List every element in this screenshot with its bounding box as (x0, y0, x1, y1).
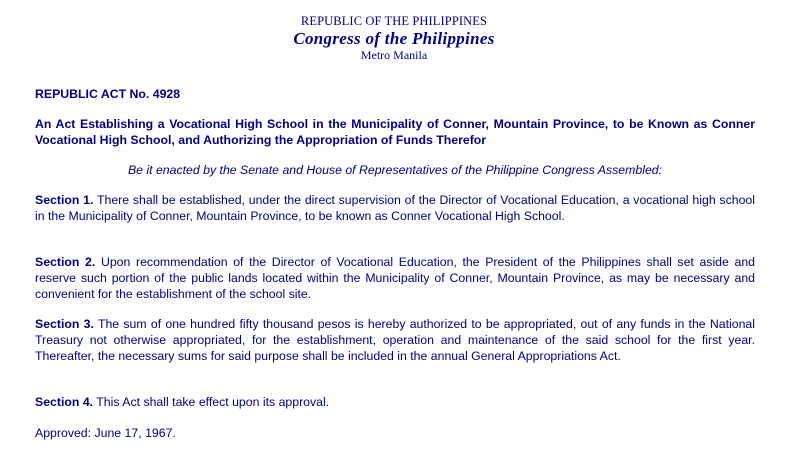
enacting-clause: Be it enacted by the Senate and House of Representatives of the Philippine Congress Assembled: (127, 163, 663, 177)
section-1 (35, 192, 755, 224)
section-4-label: Section 4. (35, 395, 94, 409)
act-title: An Act Establishing a Vocational High School in the Municipality of Conner, Mountain Province, to be Known as Conner Vocational High School, and Authorizing the Appropriation of Funds Therefor (35, 117, 755, 147)
section-2 (35, 254, 755, 302)
section-4 (35, 394, 755, 410)
location-heading: Metro Manila (360, 48, 428, 62)
congress-heading: Congress of the Philippines (293, 29, 495, 48)
section-3-label: Section 3. (35, 317, 94, 331)
act-number: REPUBLIC ACT No. 4928 (35, 87, 181, 101)
section-2-text: Upon recommendation of the Director of Vocational Education, the President of the Philippines shall set aside and reserve such portion of the public lands located within the Municipality of Conner, Mountain Province, as may be necessary and convenient for the establishment of the school site. (35, 255, 756, 301)
section-2-label: Section 2. (35, 255, 96, 269)
approval-date: Approved: June 17, 1967. (35, 426, 176, 440)
section-3 (35, 316, 755, 364)
republic-heading: REPUBLIC OF THE PHILIPPINES (300, 14, 488, 28)
section-3-text: The sum of one hundred fifty thousand pesos is hereby authorized to be appropriated, out of any funds in the National Treasury not otherwise appropriated, for the establishment, operation and maintenance of the said school for the first year. Thereafter, the necessary sums for said purpose shall be included in the annual General Appropriations Act. (35, 317, 755, 363)
section-1-text: There shall be established, under the direct supervision of the Director of Vocational Education, a vocational high school in the Municipality of Conner, Mountain Province, to be known as Conner Vocational High School. (35, 193, 755, 223)
section-1-label: Section 1. (35, 193, 94, 207)
section-4-text: This Act shall take effect upon its approval. (96, 395, 330, 409)
